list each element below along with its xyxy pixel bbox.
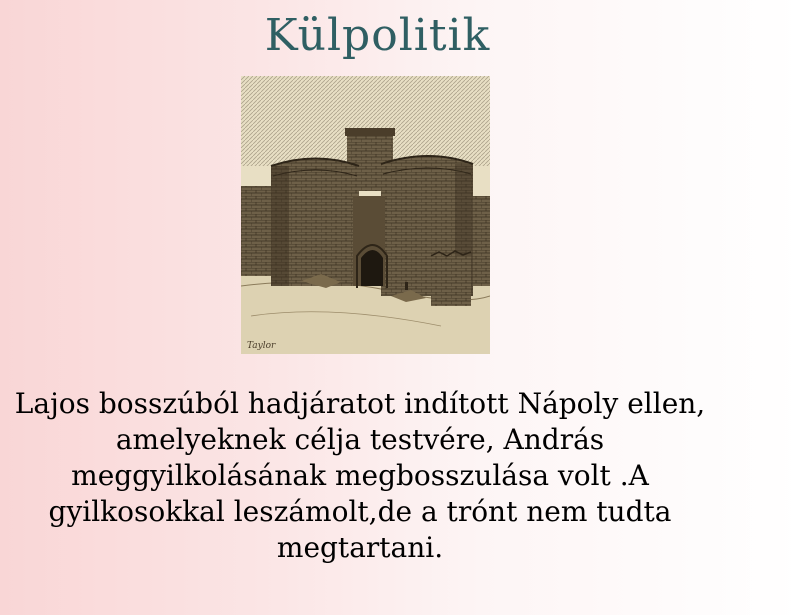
slide-title: Külpolitik bbox=[264, 10, 491, 61]
svg-text:Taylor: Taylor bbox=[247, 341, 276, 351]
slide-body-text: Lajos bosszúból hadjáratot indított Nápoly ellen, amelyeknek célja testvére, András meggyilkolásának megbosszulása volt .A gyilkosokkal leszámolt,de a trónt nem tudta megtartani. bbox=[14, 387, 706, 564]
castle-gate-illustration bbox=[241, 76, 490, 354]
